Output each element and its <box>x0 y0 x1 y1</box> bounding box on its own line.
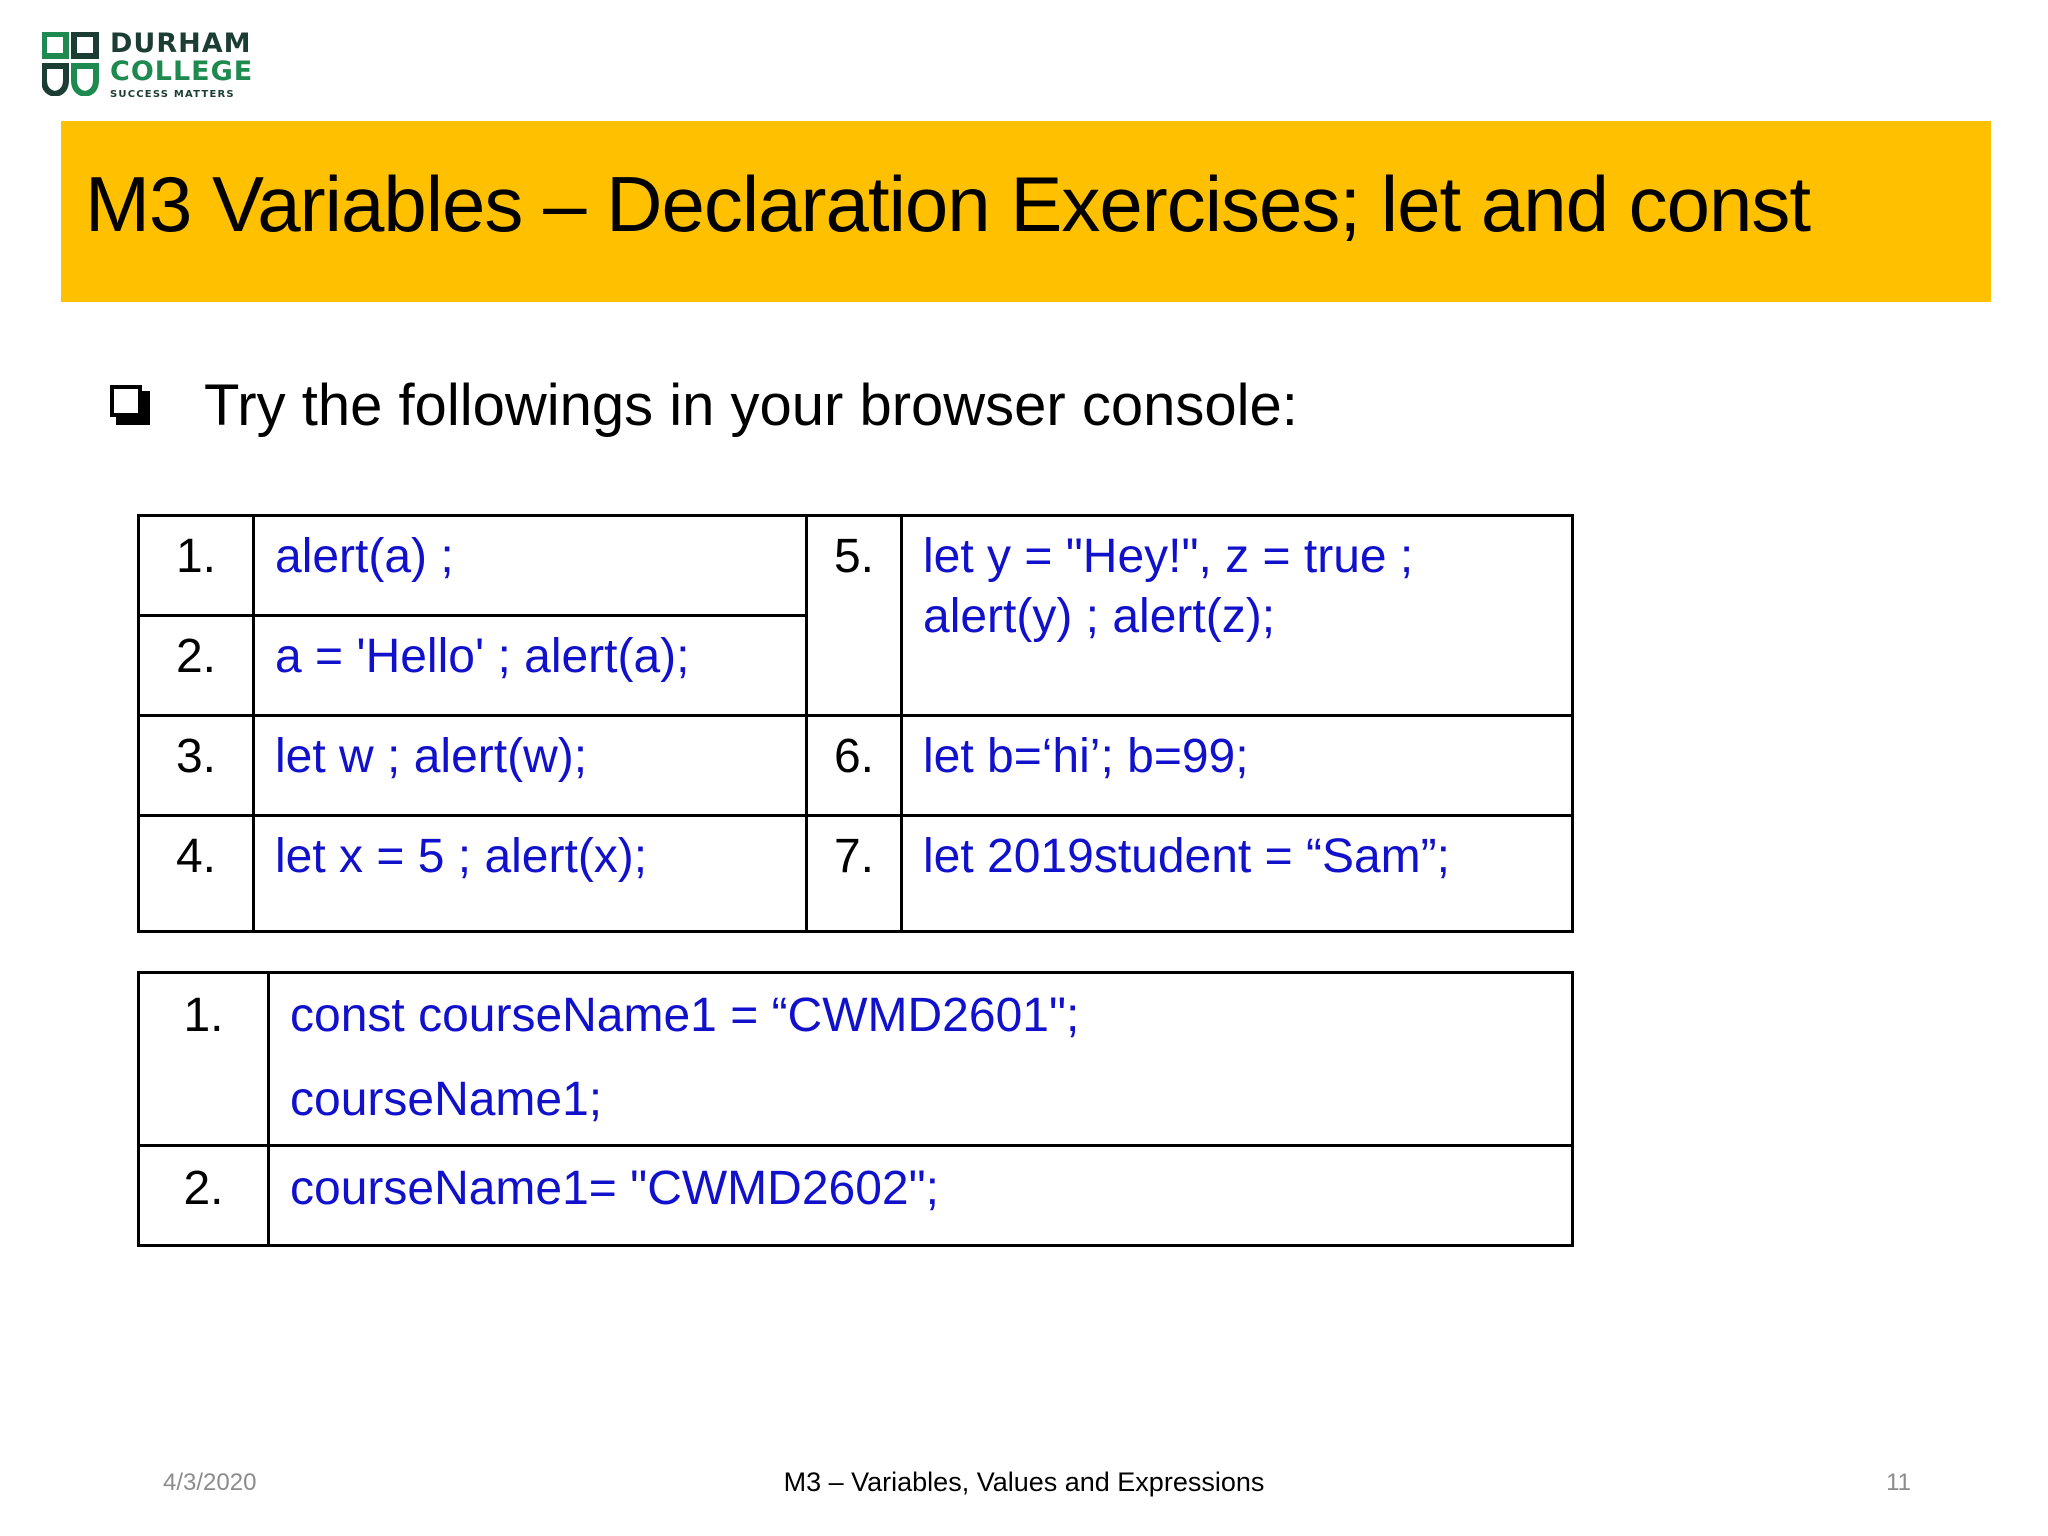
college-shield-icon <box>42 32 102 96</box>
logo-line-college: COLLEGE <box>110 56 254 87</box>
logo-line-durham: DURHAM <box>110 28 252 59</box>
code-cell: let b=‘hi’; b=99; <box>902 716 1573 816</box>
row-number: 2. <box>139 1146 269 1246</box>
code-line: const courseName1 = “CWMD2601"; <box>290 989 1080 1042</box>
table-row <box>139 716 1573 816</box>
row-number: 1. <box>139 516 254 616</box>
code-line: courseName1; <box>290 1073 603 1126</box>
code-cell: a = 'Hello' ; alert(a); <box>254 616 807 716</box>
table-row <box>139 1146 1573 1246</box>
row-number: 1. <box>139 973 269 1146</box>
checkbox-square-icon <box>110 385 152 425</box>
footer-title: M3 – Variables, Values and Expressions <box>783 1467 1265 1497</box>
code-cell <box>269 973 1573 1146</box>
logo-wordmark <box>110 30 253 100</box>
title-banner <box>61 121 1991 302</box>
let-exercises-table <box>137 514 1574 933</box>
row-number: 3. <box>139 716 254 816</box>
row-number: 5. <box>807 516 902 716</box>
bullet-item <box>110 365 1298 445</box>
code-line: alert(y) ; alert(z); <box>923 590 1276 643</box>
row-number: 2. <box>139 616 254 716</box>
const-exercises-table <box>137 971 1574 1247</box>
code-cell: let w ; alert(w); <box>254 716 807 816</box>
logo-tagline: SUCCESS MATTERS <box>110 89 235 100</box>
code-cell: alert(a) ; <box>254 516 807 616</box>
code-cell: courseName1= "CWMD2602"; <box>269 1146 1573 1246</box>
durham-college-logo <box>42 28 252 104</box>
slide-title: M3 Variables – Declaration Exercises; let and const <box>85 160 1811 248</box>
row-number: 4. <box>139 816 254 932</box>
table-row <box>139 516 1573 616</box>
code-cell <box>902 516 1573 716</box>
code-cell: let x = 5 ; alert(x); <box>254 816 807 932</box>
row-number: 6. <box>807 716 902 816</box>
row-number: 7. <box>807 816 902 932</box>
table-row <box>139 816 1573 932</box>
code-line: let y = "Hey!", z = true ; <box>923 530 1414 583</box>
code-cell: let 2019student = “Sam”; <box>902 816 1573 932</box>
page-number: 11 <box>1886 1469 1911 1496</box>
bullet-text: Try the followings in your browser console: <box>204 372 1298 438</box>
footer-date: 4/3/2020 <box>163 1469 257 1496</box>
table-row <box>139 973 1573 1146</box>
